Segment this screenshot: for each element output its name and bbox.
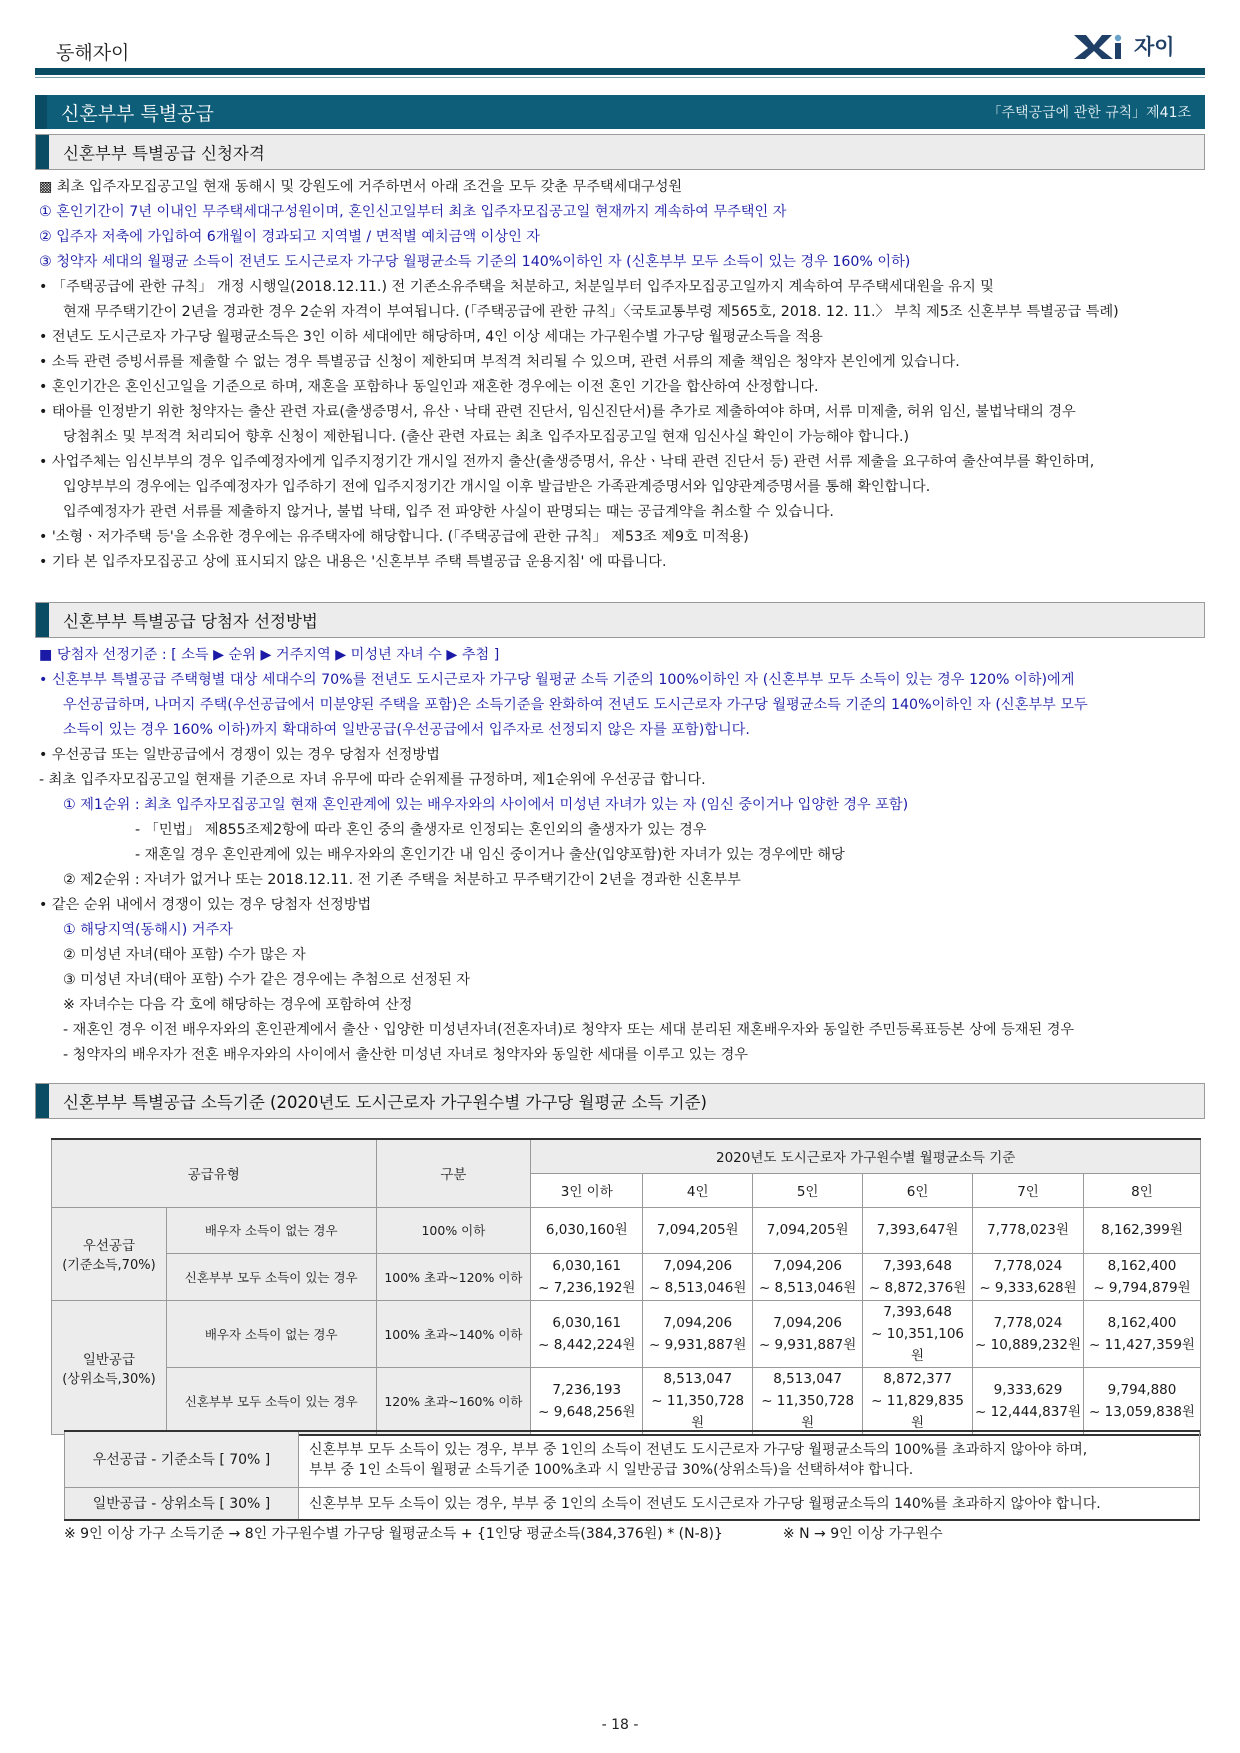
income-row bbox=[52, 1300, 1201, 1367]
income-table bbox=[51, 1138, 1201, 1436]
income-cell: 7,778,023원 bbox=[973, 1207, 1084, 1253]
header-thin-rule bbox=[35, 77, 1205, 78]
income-cell: 7,778,024 ~ 9,333,628원 bbox=[973, 1253, 1084, 1300]
sel-line: 소득이 있는 경우 160% 이하)까지 확대하여 일반공급(우선공급에서 입주자로 선정되지 않은 자를 포함)합니다. bbox=[63, 722, 750, 738]
income-cell: 9,794,880 ~ 13,059,838원 bbox=[1083, 1367, 1200, 1435]
sel-line: - 최초 입주자모집공고일 현재를 기준으로 자녀 유무에 따라 순위제를 규정하며, 제1순위에 우선공급 합니다. bbox=[39, 772, 706, 788]
col-header: 4인 bbox=[643, 1173, 753, 1207]
income-cell: 6,030,161 ~ 8,442,224원 bbox=[531, 1300, 643, 1367]
sel-line: 우선공급하며, 나머지 주택(우선공급에서 미분양된 주택을 포함)은 소득기준을 완화하여 전년도 도시근로자 가구당 월평균소득 기준의 140%이하인 자 (신혼부부 모두 bbox=[63, 697, 1088, 713]
qual-line: • 소득 관련 증빙서류를 제출할 수 없는 경우 특별공급 신청이 제한되며 부적격 처리될 수 있으며, 관련 서류의 제출 책임은 청약자 본인에게 있습니다. bbox=[39, 354, 960, 370]
sel-line: • 신혼부부 특별공급 주택형별 대상 세대수의 70%를 전년도 도시근로자 가구당 월평균 소득 기준의 100%이하인 자 (신혼부부 모두 소득이 있는 경우 120% 이하)에게 bbox=[39, 672, 1075, 688]
col-header: 8인 bbox=[1083, 1173, 1200, 1207]
row-range: 100% 초과~120% 이하 bbox=[376, 1253, 531, 1300]
sel-line: ③ 미성년 자녀(태아 포함) 수가 같은 경우에는 추첨으로 선정된 자 bbox=[63, 972, 471, 988]
sel-line: ① 해당지역(동해시) 거주자 bbox=[63, 922, 233, 938]
sel-line: - 「민법」 제855조제2항에 따라 혼인 중의 출생자로 인정되는 혼인외의 출생자가 있는 경우 bbox=[135, 822, 707, 838]
header-title: 동해자이 bbox=[56, 42, 130, 64]
sel-line: ① 제1순위 : 최초 입주자모집공고일 현재 혼인관계에 있는 배우자와의 사이에서 미성년 자녀가 있는 자 (임신 중이거나 입양한 경우 포함) bbox=[63, 797, 909, 813]
priority-note-key: 우선공급 - 기준소득 [ 70% ] bbox=[65, 1431, 299, 1487]
page-number: - 18 - bbox=[601, 1717, 639, 1733]
income-notes bbox=[64, 1430, 1200, 1521]
row-range: 100% 이하 bbox=[376, 1207, 531, 1253]
qual-line: 당첨취소 및 부적격 처리되어 향후 신청이 제한됩니다. (출산 관련 자료는 최초 입주자모집공고일 현재 임신사실 확인이 가능해야 합니다.) bbox=[63, 429, 910, 445]
row-label: 배우자 소득이 없는 경우 bbox=[166, 1300, 376, 1367]
header-supply-type: 공급유형 bbox=[52, 1139, 377, 1207]
income-row bbox=[52, 1367, 1201, 1435]
col-header: 5인 bbox=[753, 1173, 863, 1207]
sel-line: • 우선공급 또는 일반공급에서 경쟁이 있는 경우 당첨자 선정방법 bbox=[39, 747, 440, 763]
selection-list bbox=[35, 643, 1205, 1068]
income-cell: 7,094,206 ~ 9,931,887원 bbox=[643, 1300, 753, 1367]
income-cell: 7,236,193 ~ 9,648,256원 bbox=[531, 1367, 643, 1435]
footnote-n: ※ N → 9인 이상 가구원수 bbox=[782, 1526, 943, 1542]
income-cell: 6,030,161 ~ 7,236,192원 bbox=[531, 1253, 643, 1300]
qual-line: 입양부부의 경우에는 입주예정자가 입주하기 전에 입주지정기간 개시일 이후 발급받은 가족관계증명서와 입양관계증명서를 통해 확인합니다. bbox=[63, 479, 931, 495]
income-cell: 8,162,400 ~ 9,794,879원 bbox=[1083, 1253, 1200, 1300]
income-cell: 9,333,629 ~ 12,444,837원 bbox=[973, 1367, 1084, 1435]
qual-line: • 사업주체는 임신부부의 경우 입주예정자에게 입주지정기간 개시일 전까지 출산(출생증명서, 유산ㆍ낙태 관련 진단서 등) 관련 서류 제출을 요구하여 출산여부를 확인하며, bbox=[39, 454, 1095, 470]
income-cell: 7,094,206 ~ 8,513,046원 bbox=[643, 1253, 753, 1300]
main-banner bbox=[35, 95, 1205, 129]
qual-line: ▩ 최초 입주자모집공고일 현재 동해시 및 강원도에 거주하면서 아래 조건을 모두 갖춘 무주택세대구성원 bbox=[39, 179, 683, 195]
income-cell: 7,393,647원 bbox=[863, 1207, 973, 1253]
banner-rule-ref: 「주택공급에 관한 규칙」제41조 bbox=[987, 105, 1191, 121]
income-cell: 7,393,648 ~ 8,872,376원 bbox=[863, 1253, 973, 1300]
income-cell: 8,162,399원 bbox=[1083, 1207, 1200, 1253]
footnote bbox=[64, 1523, 1200, 1543]
income-cell: 8,513,047 ~ 11,350,728원 bbox=[643, 1367, 753, 1435]
income-cell: 8,162,400 ~ 11,427,359원 bbox=[1083, 1300, 1200, 1367]
header-division: 구분 bbox=[376, 1139, 531, 1207]
sel-line: • 같은 순위 내에서 경쟁이 있는 경우 당첨자 선정방법 bbox=[39, 897, 372, 913]
brand-logo bbox=[1072, 30, 1175, 62]
income-cell: 7,778,024 ~ 10,889,232원 bbox=[973, 1300, 1084, 1367]
row-range: 100% 초과~140% 이하 bbox=[376, 1300, 531, 1367]
sel-line: ② 미성년 자녀(태아 포함) 수가 많은 자 bbox=[63, 947, 306, 963]
supply-group: 우선공급 (기준소득,70%) bbox=[52, 1207, 167, 1300]
sel-line: - 재혼일 경우 혼인관계에 있는 배우자와의 혼인기간 내 임신 중이거나 출산(입양포함)한 자녀가 있는 경우에만 해당 bbox=[135, 847, 845, 863]
income-cell: 7,094,206 ~ 8,513,046원 bbox=[753, 1253, 863, 1300]
income-row bbox=[52, 1207, 1201, 1253]
header-income-group: 2020년도 도시근로자 가구원수별 월평균소득 기준 bbox=[531, 1139, 1201, 1173]
income-row bbox=[52, 1253, 1201, 1300]
sel-line: ② 제2순위 : 자녀가 없거나 또는 2018.12.11. 전 기존 주택을 처분하고 무주택기간이 2년을 경과한 신혼부부 bbox=[63, 872, 741, 888]
income-cell: 7,094,206 ~ 9,931,887원 bbox=[753, 1300, 863, 1367]
supply-group: 일반공급 (상위소득,30%) bbox=[52, 1300, 167, 1435]
footnote-formula: ※ 9인 이상 가구 소득기준 → 8인 가구원수별 가구당 월평균소득 + {1인당 평균소득(384,376원) * (N-8)} bbox=[64, 1526, 723, 1542]
qual-line: • '소형ㆍ저가주택 등'을 소유한 경우에는 유주택자에 해당합니다. (「주택공급에 관한 규칙」 제53조 제9호 미적용) bbox=[39, 529, 749, 545]
income-cell: 7,094,205원 bbox=[643, 1207, 753, 1253]
qual-line: • 기타 본 입주자모집공고 상에 표시되지 않은 내용은 '신혼부부 주택 특별공급 운용지침' 에 따릅니다. bbox=[39, 554, 667, 570]
qual-line: ③ 청약자 세대의 월평균 소득이 전년도 도시근로자 가구당 월평균소득 기준의 140%이하인 자 (신혼부부 모두 소득이 있는 경우 160% 이하) bbox=[39, 254, 911, 270]
income-cell: 6,030,160원 bbox=[531, 1207, 643, 1253]
qual-line: • 전년도 도시근로자 가구당 월평균소득은 3인 이하 세대에만 해당하며, 4인 이상 세대는 가구원수별 가구당 월평균소득을 적용 bbox=[39, 329, 823, 345]
qual-line: ① 혼인기간이 7년 이내인 무주택세대구성원이며, 혼인신고일부터 최초 입주자모집공고일 현재까지 계속하여 무주택인 자 bbox=[39, 204, 787, 220]
qual-line: 입주예정자가 관련 서류를 제출하지 않거나, 불법 낙태, 입주 전 파양한 사실이 판명되는 때는 공급계약을 취소할 수 있습니다. bbox=[63, 504, 834, 520]
general-note-text: 신혼부부 모두 소득이 있는 경우, 부부 중 1인의 소득이 전년도 도시근로자 가구당 월평균소득의 140%를 초과하지 않아야 합니다. bbox=[299, 1487, 1200, 1520]
sel-line: - 청약자의 배우자가 전혼 배우자와의 사이에서 출산한 미성년 자녀로 청약자와 동일한 세대를 이루고 있는 경우 bbox=[63, 1047, 748, 1063]
qual-line: • 태아를 인정받기 위한 청약자는 출산 관련 자료(출생증명서, 유산ㆍ낙태 관련 진단서, 임신진단서)를 추가로 제출하여야 하며, 서류 미제출, 허위 임신, 불법낙태의 경우 bbox=[39, 404, 1076, 420]
qual-line: • 「주택공급에 관한 규칙」 개정 시행일(2018.12.11.) 전 기존소유주택을 처분하고, 처분일부터 입주자모집공고일까지 계속하여 무주택세대원을 유지 및 bbox=[39, 279, 994, 295]
row-range: 120% 초과~160% 이하 bbox=[376, 1367, 531, 1435]
income-cell: 7,393,648 ~ 10,351,106원 bbox=[863, 1300, 973, 1367]
qualification-list bbox=[35, 175, 1205, 575]
sel-line: ※ 자녀수는 다음 각 호에 해당하는 경우에 포함하여 산정 bbox=[63, 997, 413, 1013]
income-cell: 8,513,047 ~ 11,350,728원 bbox=[753, 1367, 863, 1435]
income-cell: 7,094,205원 bbox=[753, 1207, 863, 1253]
row-label: 신혼부부 모두 소득이 있는 경우 bbox=[166, 1253, 376, 1300]
section-qualification-header: 신혼부부 특별공급 신청자격 bbox=[35, 134, 1205, 170]
qual-line: • 혼인기간은 혼인신고일을 기준으로 하며, 재혼을 포함하나 동일인과 재혼한 경우에는 이전 혼인 기간을 합산하여 산정합니다. bbox=[39, 379, 819, 395]
xi-logo-icon bbox=[1072, 31, 1128, 61]
logo-text: 자이 bbox=[1134, 35, 1175, 59]
qual-line: 현재 무주택기간이 2년을 경과한 경우 2순위 자격이 부여됩니다. (「주택공급에 관한 규칙」〈국토교통부령 제565호, 2018. 12. 11.〉 부칙 제5조 신혼부부 특별공급 특례) bbox=[63, 304, 1119, 320]
income-cell: 8,872,377 ~ 11,829,835원 bbox=[863, 1367, 973, 1435]
priority-note-text: 신혼부부 모두 소득이 있는 경우, 부부 중 1인의 소득이 전년도 도시근로자 가구당 월평균소득의 100%를 초과하지 않아야 하며, 부부 중 1인 소득이 월평균 소득기준 100%초과 시 일반공급 30%(상위소득)을 선택하셔야 합니다. bbox=[299, 1431, 1200, 1487]
row-label: 신혼부부 모두 소득이 있는 경우 bbox=[166, 1367, 376, 1435]
sel-line: ■ 당첨자 선정기준 : [ 소득 ▶ 순위 ▶ 거주지역 ▶ 미성년 자녀 수 ▶ 추첨 ] bbox=[39, 647, 500, 663]
row-label: 배우자 소득이 없는 경우 bbox=[166, 1207, 376, 1253]
section-income-header: 신혼부부 특별공급 소득기준 (2020년도 도시근로자 가구원수별 가구당 월평균 소득 기준) bbox=[35, 1083, 1205, 1119]
banner-title: 신혼부부 특별공급 bbox=[61, 102, 214, 125]
qual-line: ② 입주자 저축에 가입하여 6개월이 경과되고 지역별 / 면적별 예치금액 이상인 자 bbox=[39, 229, 540, 245]
sel-line: - 재혼인 경우 이전 배우자와의 혼인관계에서 출산ㆍ입양한 미성년자녀(전혼자녀)로 청약자 또는 세대 분리된 재혼배우자와 동일한 주민등록표등본 상에 등재된 경우 bbox=[63, 1022, 1075, 1038]
col-header: 3인 이하 bbox=[531, 1173, 643, 1207]
section-selection-header: 신혼부부 특별공급 당첨자 선정방법 bbox=[35, 602, 1205, 638]
col-header: 7인 bbox=[973, 1173, 1084, 1207]
general-note-key: 일반공급 - 상위소득 [ 30% ] bbox=[65, 1487, 299, 1520]
header-rule bbox=[35, 68, 1205, 75]
col-header: 6인 bbox=[863, 1173, 973, 1207]
